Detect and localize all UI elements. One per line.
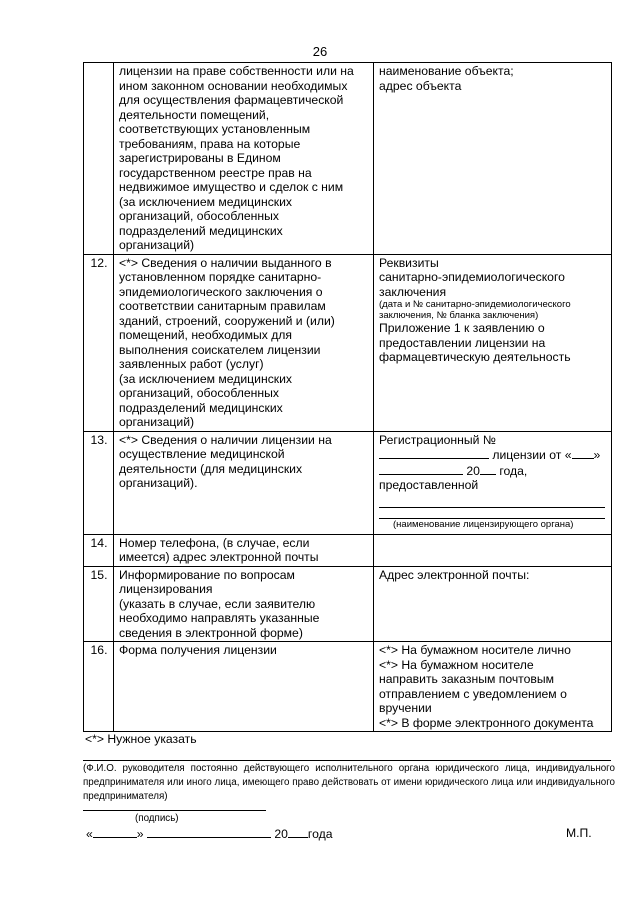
text-line: Адрес электронной почты: — [379, 567, 530, 582]
text-line: лицензирования — [119, 582, 213, 596]
text-line: наименование объекта; — [379, 64, 514, 78]
stamp-label: М.П. — [566, 826, 592, 840]
fio-caption: (Ф.И.О. руководителя постоянно действующего исполнительного органа юридического лица, индивидуального предпринимателя или иного лица, имеющего право действовать от имени юридического лица или индивидуального предпринимателя) — [83, 763, 615, 802]
blank-field — [93, 826, 137, 838]
text-line: деятельности (для медицинских — [119, 461, 303, 476]
text-line: санитарно-эпидемиологического — [379, 270, 565, 284]
text-fragment: » — [593, 448, 601, 462]
text-line: заключения — [379, 284, 447, 299]
text-line: подразделений медицинских — [119, 400, 283, 415]
text-line: деятельности помещений, — [119, 107, 270, 122]
blank-field — [379, 447, 489, 459]
text-line: заявленных работ (услуг) — [119, 357, 264, 371]
text-line: организаций) — [119, 415, 195, 429]
text-line: Реквизиты — [379, 255, 439, 270]
text-line: подразделений медицинских — [119, 223, 283, 238]
text-fragment: года, — [499, 463, 528, 478]
table-row — [84, 63, 612, 255]
footnote: <*> Нужное указать — [85, 732, 197, 746]
row-description — [114, 254, 374, 431]
row-description — [114, 534, 374, 566]
blank-field — [147, 826, 271, 838]
text-line: Приложение 1 к заявлению о — [379, 321, 545, 335]
text-line: <*> Сведения о наличии лицензии на — [119, 432, 332, 447]
row-number: 16. — [84, 642, 114, 732]
text-line: осуществление медицинской — [119, 447, 285, 461]
text-line: <*> Сведения о наличии выданного в — [119, 255, 332, 270]
text-line: Форма получения лицензии — [119, 643, 277, 657]
text-line: отправлением с уведомлением о — [379, 686, 567, 701]
blank-field — [572, 447, 594, 459]
text-line: предоставлении лицензии на — [379, 335, 546, 350]
row-value — [374, 254, 612, 431]
option-line: <*> На бумажном носителе — [379, 657, 534, 672]
text-line: имеется) адрес электронной почты — [119, 550, 319, 564]
text-line: требованиям, права на которые — [119, 136, 301, 151]
text-line: фармацевтическую деятельность — [379, 350, 571, 364]
text-line: сведения в электронной форме) — [119, 625, 303, 640]
registration-label: Регистрационный № — [379, 432, 496, 447]
text-line: вручении — [379, 701, 432, 715]
text-line: (указать в случае, если заявителю — [119, 596, 316, 611]
row-number: 14. — [84, 534, 114, 566]
row-description — [114, 642, 374, 732]
caption-line: (дата и № санитарно-эпидемиологического — [379, 299, 571, 310]
text-line: для осуществления фармацевтической — [119, 93, 344, 107]
text-line: организаций, обособленных — [119, 386, 279, 400]
text-line: организаций). — [119, 476, 198, 490]
text-line: организаций, обособленных — [119, 209, 279, 223]
text-line: необходимо направлять указанные — [119, 611, 320, 625]
text-line: предоставленной — [379, 478, 479, 492]
text-line: соответствии санитарным правилам — [119, 299, 326, 313]
text-line: (за исключением медицинских — [119, 371, 293, 386]
text-line: адрес объекта — [379, 78, 462, 93]
text-line: Номер телефона, (в случае, если — [119, 535, 310, 550]
option-line: <*> На бумажном носителе лично — [379, 643, 571, 657]
table-row — [84, 431, 612, 534]
row-number: 15. — [84, 566, 114, 642]
text-fragment: года — [307, 827, 333, 841]
text-line: установленном порядке санитарно- — [119, 270, 322, 284]
table-row — [84, 254, 612, 431]
row-description — [114, 566, 374, 642]
row-number — [84, 63, 114, 255]
caption-line: заключения, № бланка заключения) — [379, 310, 539, 321]
fio-line — [83, 760, 611, 761]
text-line: соответствующих установленным — [119, 122, 311, 136]
table-row — [84, 566, 612, 642]
row-value — [374, 566, 612, 642]
text-line: зданий, строений, сооружений и (или) — [119, 313, 335, 328]
blank-line — [379, 508, 605, 519]
caption-line: (наименование лицензирующего органа) — [393, 518, 574, 530]
table-row — [84, 534, 612, 566]
row-description — [114, 431, 374, 534]
row-value — [374, 534, 612, 566]
blank-line — [379, 493, 605, 508]
text-fragment: 20 — [466, 463, 480, 478]
signature-caption: (подпись) — [135, 813, 179, 824]
text-line: недвижимое имущество и сделок с ним — [119, 180, 344, 194]
signature-line — [83, 810, 266, 811]
text-fragment: « — [86, 827, 93, 841]
text-line: государственном реестре прав на — [119, 165, 312, 180]
blank-field — [379, 463, 463, 475]
row-value — [374, 431, 612, 534]
text-line: (за исключением медицинских — [119, 194, 293, 209]
application-table — [83, 62, 612, 732]
text-line: Информирование по вопросам — [119, 567, 295, 582]
license-from-line — [379, 447, 607, 463]
date-line — [86, 826, 332, 841]
year-line — [379, 463, 607, 479]
text-fragment: 20 — [274, 827, 288, 841]
row-description — [114, 63, 374, 255]
text-line: эпидемиологического заключения о — [119, 284, 323, 299]
text-fragment: » — [136, 827, 144, 841]
text-line: помещений, необходимых для — [119, 328, 293, 342]
option-line: <*> В форме электронного документа — [379, 715, 594, 730]
text-fragment: лицензии от « — [492, 448, 572, 462]
text-line: организаций) — [119, 238, 195, 252]
table-row — [84, 642, 612, 732]
row-number: 13. — [84, 431, 114, 534]
text-line: лицензии на праве собственности или на — [119, 64, 354, 78]
row-value — [374, 63, 612, 255]
row-number: 12. — [84, 254, 114, 431]
page-number: 26 — [312, 44, 328, 59]
row-value — [374, 642, 612, 732]
blank-field — [288, 826, 308, 838]
text-line: ином законном основании необходимых — [119, 78, 348, 93]
text-line: зарегистрированы в Едином — [119, 151, 281, 165]
text-line: выполнения соискателем лицензии — [119, 342, 321, 357]
text-line: направить заказным почтовым — [379, 672, 555, 686]
blank-field — [480, 463, 496, 475]
